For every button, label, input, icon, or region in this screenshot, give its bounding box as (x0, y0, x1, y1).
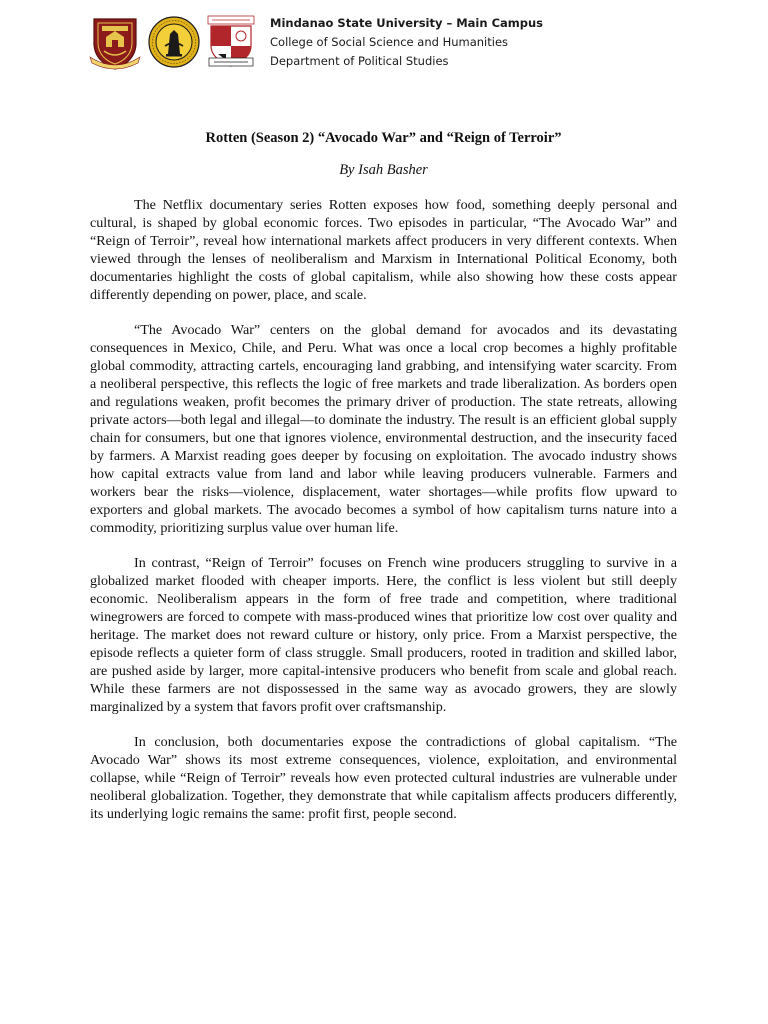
political-studies-seal-icon (206, 14, 256, 70)
university-name: Mindanao State University – Main Campus (270, 16, 544, 30)
document-title: Rotten (Season 2) “Avocado War” and “Reign of Terroir” (205, 130, 562, 146)
document-body (90, 128, 677, 823)
letterhead (88, 12, 543, 72)
logo-group (88, 12, 256, 72)
institution-block (270, 14, 543, 71)
paragraph-conclusion: In conclusion, both documentaries expose the contradictions of global capitalism. “The Avocado War” shows its most extreme consequences, violence, exploitation, and environmental collapse, while “Reign of Terroir” reveals how even protected cultural industries are vulnerable under neoliberal globalization. Together, they demonstrate that while capitalism affects producers differently, its underlying logic remains the same: profit first, people second. (90, 734, 677, 822)
paragraph-avocado-war: “The Avocado War” centers on the global demand for avocados and its devastating consequences in Mexico, Chile, and Peru. What was once a local crop becomes a highly profitable global commodity, attracting cartels, encouraging land grabbing, and intensifying water scarcity. From a neoliberal perspective, this reflects the logic of free markets and trade liberalization. As borders open and regulations weaken, profit becomes the primary driver of production. The state retreats, allowing private actors—both legal and illegal—to dominate the industry. The result is an efficient global supply chain for consumers, but one that ignores violence, environmental destruction, and the insecurity faced by farmers. A Marxist reading goes deeper by focusing on exploitation. The avocado industry shows how capital extracts value from land and labor while leaving producers vulnerable. Farmers and workers bear the risks—violence, displacement, water shortages—while profits flow upward to exporters and global markets. The avocado becomes a symbol of how capitalism turns nature into a commodity, prioritizing surplus value over human life. (90, 322, 677, 536)
college-name: College of Social Science and Humanities (270, 35, 509, 49)
paragraph-reign-of-terroir: In contrast, “Reign of Terroir” focuses on French wine producers struggling to survive in a globalized market flooded with cheaper imports. Here, the conflict is less violent but still deeply economic. Neoliberalism appears in the form of free trade and competition, where traditional winegrowers are forced to compete with mass-produced wines that prioritize low cost over quality and heritage. The market does not reward culture or history, only price. From a Marxist perspective, the episode reflects a quieter form of class struggle. Small producers, rooted in tradition and skilled labor, are pushed aside by larger, more capital-intensive producers who benefit from scale and global reach. While these farmers are not dispossessed in the same way as avocado growers, they are slowly marginalized by a system that favors profit over craftsmanship. (90, 555, 677, 715)
paragraph-intro: The Netflix documentary series Rotten exposes how food, something deeply personal and cultural, is shaped by global economic forces. Two episodes in particular, “The Avocado War” and “Reign of Terroir”, reveal how international markets affect producers in very different contexts. When viewed through the lenses of neoliberalism and Marxism in International Political Economy, both documentaries highlight the costs of global capitalism, while also showing how these costs appear differently depending on power, place, and scale. (90, 197, 677, 303)
department-name: Department of Political Studies (270, 54, 449, 68)
document-byline: By Isah Basher (339, 162, 428, 178)
msu-seal-icon (88, 13, 142, 71)
cssh-seal-icon (148, 16, 200, 68)
